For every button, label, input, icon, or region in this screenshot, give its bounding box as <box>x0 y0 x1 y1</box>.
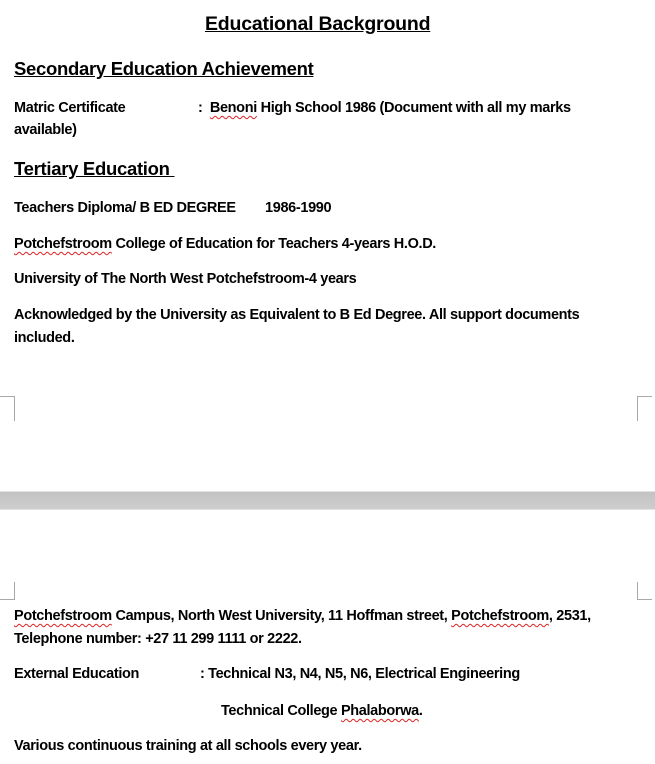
college-suffix: . <box>418 703 423 719</box>
training-line: Various continuous training at all schools every year. <box>14 738 362 754</box>
college-line <box>14 236 436 252</box>
secondary-education-heading: Secondary Education Achievement <box>14 58 314 79</box>
matric-continuation: available) <box>14 122 77 138</box>
diploma-title: Teachers Diploma/ B ED DEGREE <box>14 200 236 216</box>
document-title: Educational Background <box>205 13 431 35</box>
telephone-line: Telephone number: +27 11 299 1111 or 2222. <box>14 631 302 647</box>
tertiary-heading-text: Tertiary Education <box>14 158 170 179</box>
document-page-2 <box>0 510 655 764</box>
campus-word2-misspelled[interactable]: Potchefstroom <box>451 608 549 624</box>
margin-corner-top-left <box>0 582 15 600</box>
campus-mid: Campus, North West University, 11 Hoffman street, <box>111 608 452 624</box>
matric-label: Matric Certificate <box>14 100 126 116</box>
matric-value <box>198 100 571 116</box>
diploma-line <box>14 200 331 216</box>
college-rest: College of Education for Teachers 4-years H.O.D. <box>111 236 436 252</box>
page-break-separator <box>0 491 655 510</box>
matric-colon: : <box>198 100 203 116</box>
margin-corner-bottom-left <box>0 396 15 421</box>
matric-school-misspelled[interactable]: Benoni <box>209 100 257 116</box>
external-education-label: External Education <box>14 666 140 682</box>
acknowledged-line-1: Acknowledged by the University as Equivalent to B Ed Degree. All support documents <box>14 307 580 323</box>
acknowledged-line-2: included. <box>14 330 75 346</box>
matric-rest: High School 1986 (Document with all my marks <box>256 100 571 116</box>
margin-corner-bottom-right <box>637 396 652 421</box>
campus-word1-misspelled[interactable]: Potchefstroom <box>14 608 112 624</box>
margin-corner-top-right <box>637 582 652 600</box>
technical-college-line <box>221 703 423 719</box>
external-education-value: : Technical N3, N4, N5, N6, Electrical Engineering <box>200 666 520 682</box>
college-name-misspelled[interactable]: Phalaborwa <box>340 703 419 719</box>
campus-end: , 2531, <box>548 608 591 624</box>
tertiary-education-heading <box>14 158 175 180</box>
diploma-years: 1986-1990 <box>265 200 332 216</box>
campus-address-line <box>14 608 591 624</box>
college-prefix: Technical College <box>221 703 341 719</box>
university-line: University of The North West Potchefstroom-4 years <box>14 271 357 287</box>
college-word-misspelled[interactable]: Potchefstroom <box>14 236 112 252</box>
